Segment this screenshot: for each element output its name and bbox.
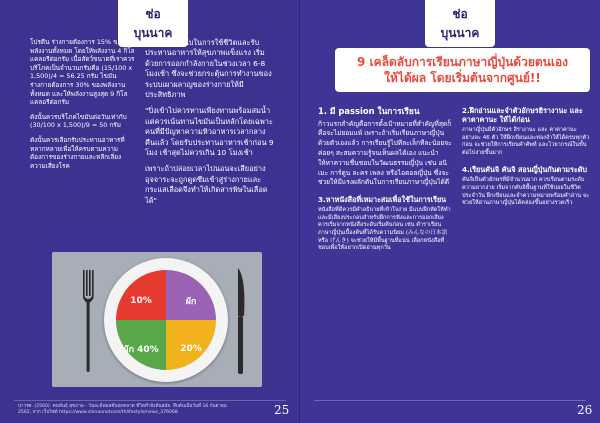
article-title-line-2: ให้ได้ผล โดยเริ่มต้นจากศูนย์!! <box>384 71 541 85</box>
portion-green: ผัก 40% <box>116 320 166 370</box>
tip-2-title: 2.ฝึกอ่านและจำตัวอักษรฮิรางานะ และ คาตาคานะ ให้ได้ก่อน <box>462 106 583 124</box>
tip-1-title: 1. มี passion ในการเรียน <box>318 106 420 116</box>
reference-footnote: ปาวรศ. (2560). คนพันธุ์ สุขภาพ - วันละมีฟอลชั่นทุกตลาด ชีวิตทำยังทันสมัย. สืบค้นเมื่อวันที่ 16 กันยายน 2562, จาก เว็บไซต์ https://www.shinaonotcom/thlifestyle/news_376068 <box>18 404 227 415</box>
right-page <box>300 0 600 423</box>
tip-3-body: หนังสือที่ดีควรมีคำอธิบายที่เข้าใจง่าย มีแบบฝึกหัดให้ทำ และมีเสียงประกอบสำหรับฝึกการฟังและการออกเสียง ควรเริ่มจากหนังสือระดับเริ่มต้นก่อน เช่น ตำราเรียนภาษาญี่ปุ่นเบื้องต้นที่ได้รับความนิยม (みんなの日本語 หรือ げんき) จะช่วยให้มีพื้นฐานที่แน่น เลือกหนังสือที่ชอบเพื่อให้อยากเปิดอ่านทุกวัน <box>318 207 451 252</box>
right-column-a <box>318 106 454 260</box>
fork-icon <box>82 270 94 372</box>
left-header-tab: ช่อบุนนาค <box>118 0 188 47</box>
lifestyle-paragraph-3: เพราะถ้าปล่อยเวลาไปนอนจะเสียอย่างอุจจาระจะถูกดูดซึมเข้าสู่ร่างกายและกระแสเลือดจึงทำให้เกิดสารพิษในเลือดได้" <box>145 164 268 205</box>
left-column-a <box>30 38 135 176</box>
right-column-b <box>462 106 590 215</box>
nutrition-paragraph-2: ดังนั้นควรบริโภคไขมันต่อวันเท่ากับ (30/100 x 1,500)/9 = 50 กรัม <box>30 112 127 130</box>
portion-purple: ผัก <box>166 270 216 320</box>
page-number-right: 26 <box>577 403 593 417</box>
nutrition-paragraph-1: โปรตีน ร่างกายต้องการ 15% ของพลังงานทั้งหมด โดยให้พลังงาน 4 กิโลแคลอรีต่อกรัม เนื้อสัตว์ขนาดที่เราควรบริโภคเป็นจำนวนกรัมคือ (15/100 x 1,500)/4 = 56.25 กรัม ไขมัน ร่างกายต้องการ 30% ของพลังงานทั้งหมด และให้พลังงานสูงสุด 9 กิโลแคลอรีต่อกรัม <box>30 38 135 107</box>
right-bottom-rule <box>314 400 586 401</box>
healthy-plate-illustration <box>52 252 262 387</box>
portion-yellow: 20% <box>166 320 216 370</box>
left-bottom-rule <box>14 400 286 401</box>
tip-4-body: คันจิเป็นตัวอักษรที่มีจำนวนมาก ควรเรียนตามระดับความยากง่าย เริ่มจากคันจิพื้นฐานที่ใช้บ่อยในชีวิตประจำวัน ฝึกเขียนและจำความหมายพร้อมคำอ่าน จะช่วยให้อ่านภาษาญี่ปุ่นได้คล่องขึ้นอย่างรวดเร็ว <box>462 177 590 207</box>
right-header-tab: ช่อบุนนาค <box>425 0 495 47</box>
plate <box>104 258 228 382</box>
left-column-b <box>145 38 275 212</box>
tip-3-title: 3.หาหนังสือที่เหมาะสมเพื่อใช้ในการเรียน <box>318 195 447 205</box>
knife-icon <box>236 268 246 374</box>
tip-1-body: ก้าวแรกสำคัญคือการตั้งเป้าหมายที่สำคัญที่สุดก็คือจะไม่ยอมแพ้ เพราะถ้าเริ่มเรียนภาษาญี่ปุ่นด้วยตัวเองแล้ว การเรียนรู้ไปทีละเล็กทีละน้อยจะค่อยๆ สะสมความรู้จนเห็นผลได้เอง แนะนำให้หาความชื่นชอบในวัฒนธรรมญี่ปุ่น เช่น อนิเมะ การ์ตูน ละคร เพลง หรือไอดอลญี่ปุ่น ซึ่งจะช่วยให้มีแรงผลักดันในการเรียนภาษาญี่ปุ่นได้ดี <box>318 119 452 187</box>
page-number-left: 25 <box>274 403 290 417</box>
portion-red: 10% <box>116 270 166 320</box>
article-title-line-1: 9 เคล็ดลับการเรียนภาษาญี่ปุ่นด้วยตนเอง <box>356 55 569 69</box>
lifestyle-paragraph-2: "ปิ่งเข้าไปควรทานเพียงทานพร้อมสมน้ำแต่ควรเน้นทานไขมันเป็นหลักโดยเฉพาะคนที่มีปัญหาความหิวอาหารเวลากลางคืนแล้ว โดยรับประทานอาหารเช้าก่อน 9 โมง เช้าสุดไม่ควรเกิน 10 โมงเช้า <box>145 106 274 158</box>
nutrition-paragraph-3: ดังนั้นควรเลือกรับประทานอาหารที่หลากหลายเพื่อให้ครบตามความต้องการของร่างกายและหลีกเลี่ยงความเสี่ยงโรค <box>30 135 125 170</box>
lifestyle-paragraph-1: ส่วนเหลือไม่นับในการใช้ชีวิตและรับประทานอาหารให้สุขภาพแข็งแรง เริ่มด้วยการออกกำลังกายในช่วงเวลา 6-8 โมงเช้า ซึ่งจะช่วยกระตุ้นการทำงานของระบบเผาผลาญของร่างกายให้มีประสิทธิภาพ <box>145 38 272 100</box>
tip-4-title: 4.เรียนคันจิ คันจิ สอนญี่ปุ่นกันตามระดับ <box>462 165 587 175</box>
plate-portions <box>116 270 216 370</box>
article-title-box <box>335 48 590 92</box>
tip-2-body: ภาษาญี่ปุ่นมีตัวอักษร ฮิรางานะ และ คาตาคานะ อย่างละ 46 ตัว ให้ฝึกเขียนและท่องจำให้ได้ครบทุกตัวก่อน จะช่วยให้การเรียนคำศัพท์ และไวยากรณ์ในขั้นต่อไปง่ายขึ้นมาก <box>462 127 590 156</box>
